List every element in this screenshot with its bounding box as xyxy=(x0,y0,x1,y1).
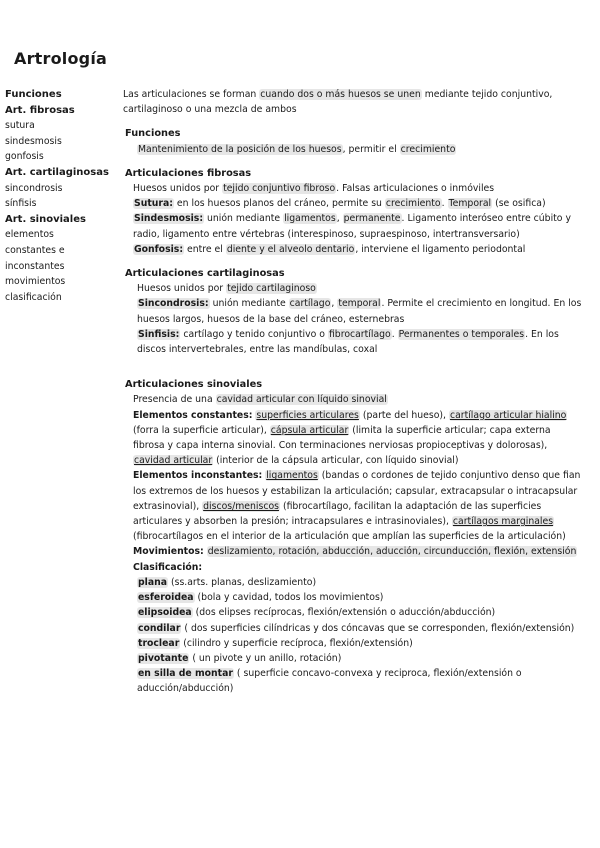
text: (ss.arts. planas, deslizamiento) xyxy=(168,576,317,588)
highlight: Mantenimiento de la posición de los huesos xyxy=(138,143,342,155)
text: Huesos unidos por xyxy=(133,183,223,195)
elementos-inconstantes xyxy=(123,468,585,544)
sidebar xyxy=(5,87,115,305)
intro-paragraph xyxy=(123,87,585,117)
sidebar-item-clasificacion[interactable]: clasificación xyxy=(5,291,62,303)
elementos-constantes xyxy=(123,408,585,469)
sidebar-item-sutura[interactable]: sutura xyxy=(5,120,35,132)
sinoviales-section xyxy=(123,377,585,696)
highlight: fibrocartílago xyxy=(328,328,391,340)
text: ( un pivote y un anillo, rotación) xyxy=(189,652,342,664)
cartilaginosas-section xyxy=(123,266,585,357)
sidebar-item-elementos[interactable]: elementos xyxy=(5,229,54,241)
list-item xyxy=(123,605,585,620)
text: . Permite el crecimiento en longitud. En los huesos largos, huesos de la base del cráneo, esternebras xyxy=(137,298,582,325)
text: (dos elipses recíprocas, flexión/extensión o aducción/abducción) xyxy=(192,607,496,619)
movimientos-line xyxy=(123,544,585,559)
section-heading: Articulaciones fibrosas xyxy=(125,167,252,179)
text: en los huesos planos del cráneo, permite su xyxy=(173,198,385,210)
text: (forra la superficie articular), xyxy=(133,424,270,436)
underlined-term: cartílago articular hialino xyxy=(449,409,567,421)
text: ( dos superficies cilíndricas y dos cóncavas que se corresponden, flexión/extensión) xyxy=(181,622,575,634)
term: Gonfosis: xyxy=(134,243,184,255)
text: . En los discos intervertebrales, entre las mandíbulas, coxal xyxy=(137,328,559,356)
section-heading: Funciones xyxy=(125,128,181,140)
text: . xyxy=(391,328,398,340)
underlined-term: cartílagos marginales xyxy=(452,516,554,528)
list-item xyxy=(123,636,585,651)
fibrosas-intro xyxy=(123,181,585,196)
highlight: crecimiento xyxy=(400,143,456,155)
highlight: deslizamiento, rotación, abducción, aducción, circunducción, flexión, extensión xyxy=(207,546,577,558)
intro-section xyxy=(123,87,585,117)
text: (limita la superficie articular; capa externa fibrosa y capa interna sinovial. Con terminaciones nerviosas propioceptivas y dolorosas), xyxy=(133,424,551,452)
sidebar-item-constantes-e[interactable]: constantes e xyxy=(5,244,65,256)
term: esferoidea xyxy=(138,592,194,604)
page-title: Artrología xyxy=(14,49,108,68)
term: troclear xyxy=(138,637,180,649)
term: elipsoidea xyxy=(138,607,192,619)
term: Sincondrosis: xyxy=(138,298,209,310)
highlight: Temporal xyxy=(448,198,492,210)
highlight: cuando dos o más huesos se unen xyxy=(260,89,421,100)
text: , interviene el ligamento periodontal xyxy=(355,243,526,255)
text: (interior de la cápsula articular, con líquido sinovial) xyxy=(213,455,459,467)
text: (se osifica) xyxy=(492,198,546,210)
term: Sutura: xyxy=(134,198,173,210)
sindesmosis-line xyxy=(123,211,585,241)
main-content xyxy=(123,87,585,697)
highlight: tejido conjuntivo fibroso xyxy=(223,183,336,195)
fibrosas-section xyxy=(123,166,585,257)
sidebar-item-art-fibrosas[interactable]: Art. fibrosas xyxy=(5,104,75,116)
list-item xyxy=(123,621,585,636)
term: Elementos constantes: xyxy=(133,409,253,421)
text: unión mediante xyxy=(204,213,284,225)
underlined-term: superficies articulares xyxy=(256,409,359,421)
sidebar-item-sindesmosis[interactable]: sindesmosis xyxy=(5,135,62,147)
sidebar-item-art-sinoviales[interactable]: Art. sinoviales xyxy=(5,213,86,225)
text: mediante tejido conjuntivo, cartilaginoso o una mezcla de ambos xyxy=(123,89,553,116)
section-heading: Articulaciones cartilaginosas xyxy=(125,268,285,280)
term: Sindesmosis: xyxy=(134,213,204,225)
gonfosis-line xyxy=(123,242,585,257)
underlined-term: ligamentos xyxy=(266,470,318,482)
underlined-term: discos/meniscos xyxy=(203,500,279,512)
term: plana xyxy=(138,576,168,588)
cartilaginosas-intro xyxy=(123,281,585,296)
sidebar-item-inconstantes[interactable]: inconstantes xyxy=(5,260,65,272)
list-item xyxy=(123,651,585,666)
text: Presencia de una xyxy=(133,394,216,406)
sutura-line xyxy=(123,196,585,211)
text: (fibrocartílago, facilitan la adaptación de las superficies articulares y absorben la presión; intracapsulares e intrasinoviales), xyxy=(133,500,542,528)
highlight: Permanentes o temporales xyxy=(398,328,525,340)
underlined-term: cavidad articular xyxy=(134,455,213,467)
highlight: permanente xyxy=(343,213,401,225)
sidebar-item-gonfosis[interactable]: gonfosis xyxy=(5,151,44,163)
text: , permitir el xyxy=(342,143,400,155)
highlight: tejido cartilaginoso xyxy=(227,283,316,295)
presencia-line xyxy=(123,392,585,407)
highlight: cartílago xyxy=(289,298,331,310)
highlight: temporal xyxy=(338,298,381,310)
text: , xyxy=(331,298,338,310)
clasificacion-heading: Clasificación: xyxy=(133,561,203,573)
term: Sinfisis: xyxy=(138,328,180,340)
text: . Falsas articulaciones o inmóviles xyxy=(336,183,495,195)
sidebar-item-movimientos[interactable]: movimientos xyxy=(5,276,66,288)
text: (cilindro y superficie recíproca, flexión/extensión) xyxy=(180,637,413,649)
term: Elementos inconstantes: xyxy=(133,470,263,482)
text: (fibrocartílagos en el interior de la articulación que amplían las superficies de la articulación) xyxy=(133,531,566,543)
list-item xyxy=(123,575,585,590)
text: . xyxy=(441,198,448,210)
text: (bandas o cordones de tejido conjuntivo denso que fian los extremos de los huesos y estabilizan la articulación; capsular, extracapsular o intracapsular extrasinovial), xyxy=(133,470,581,512)
term: condilar xyxy=(138,622,181,634)
funciones-line xyxy=(123,142,585,157)
sincondrosis-line xyxy=(123,296,585,326)
list-item xyxy=(123,666,585,696)
sidebar-item-art-cartilaginosas[interactable]: Art. cartilaginosas xyxy=(5,166,109,178)
funciones-section xyxy=(123,126,585,156)
term: en silla de montar xyxy=(138,668,233,680)
text: entre el xyxy=(184,243,226,255)
sidebar-item-funciones[interactable]: Funciones xyxy=(5,89,62,100)
highlight: cavidad articular con líquido sinovial xyxy=(216,394,387,406)
text: . Ligamento interóseo entre cúbito y radio, ligamento entre vértebras (interespinoso, supraespinoso, intertransversario) xyxy=(133,213,571,240)
text: (parte del hueso), xyxy=(359,409,449,421)
section-heading: Articulaciones sinoviales xyxy=(125,379,263,391)
highlight: crecimiento xyxy=(385,198,441,210)
text: , xyxy=(336,213,343,225)
clasificacion-list xyxy=(123,575,585,697)
list-item xyxy=(123,590,585,605)
text: ( superficie concavo-convexa y reciproca, flexión/extensión o aducción/abducción) xyxy=(137,668,522,695)
text: Huesos unidos por xyxy=(137,283,227,295)
sidebar-item-sinfisis[interactable]: sínfisis xyxy=(5,198,37,210)
sinfisis-line xyxy=(123,327,585,357)
underlined-term: cápsula articular xyxy=(270,424,349,436)
text: Las articulaciones se forman xyxy=(123,89,260,100)
term: pivotante xyxy=(138,652,189,664)
sidebar-item-sincondrosis[interactable]: sincondrosis xyxy=(5,182,63,194)
highlight: diente y el alveolo dentario xyxy=(226,243,355,255)
text: cartílago y tenido conjuntivo o xyxy=(180,328,328,340)
text: (bola y cavidad, todos los movimientos) xyxy=(194,592,384,604)
term: Movimientos: xyxy=(133,546,204,558)
text: unión mediante xyxy=(209,298,289,310)
highlight: ligamentos xyxy=(284,213,336,225)
